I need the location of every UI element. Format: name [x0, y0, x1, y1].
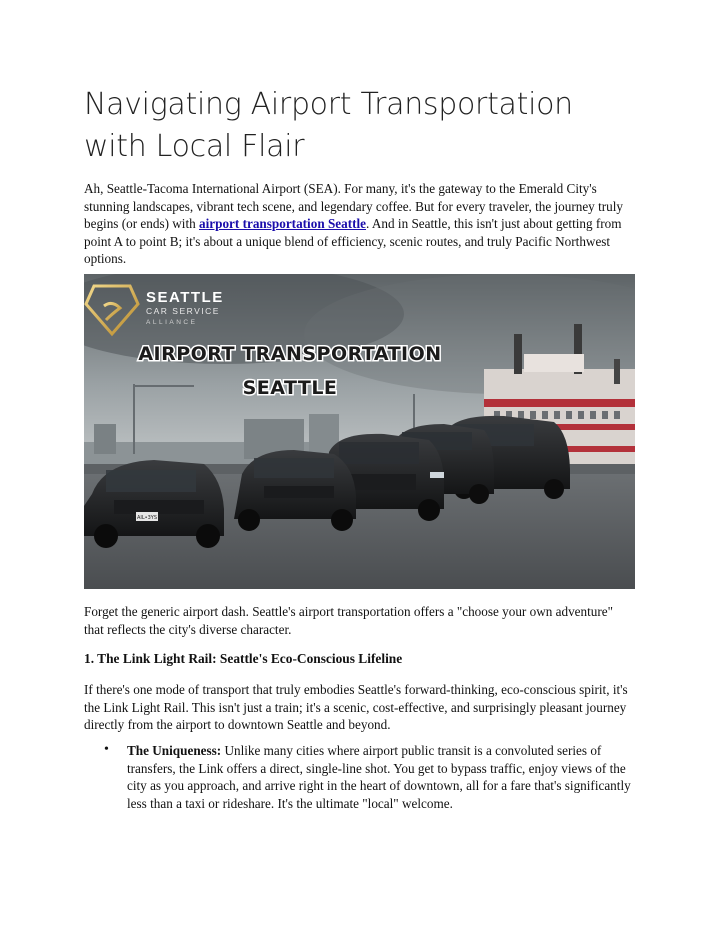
brand-tagline: ALLIANCE [146, 319, 198, 326]
sedan-center [234, 450, 356, 531]
hero-illustration [84, 274, 635, 589]
intro-text-before: Ah, Seattle-Tacoma International Airport (SEA). For many, it's the gateway to the Emerald City's stunning landscapes, vibrant tech scene, and legendary coffee. But for every traveler, the journey truly begins (or ends) with [84, 181, 623, 232]
plate-label: AIL•3YS [136, 515, 158, 521]
airport-transportation-link[interactable]: airport transportation Seattle [199, 216, 367, 232]
brand-name: SEATTLE [146, 289, 224, 306]
banner-line-1: AIRPORT TRANSPORTATION [138, 343, 442, 365]
intro-text-after: . And in Seattle, this isn't just about getting from point A to point B; it's about a unique blend of efficiency, scenic routes, and truly Pacific Northwest options. [84, 216, 622, 267]
section-body: If there's one mode of transport that truly embodies Seattle's forward-thinking, eco-conscious spirit, it's the Link Light Rail. This isn't just a train; it's a scenic, cost-effective, and surprisingly pleasant journey directly from the airport to downtown Seattle and beyond. [84, 682, 628, 733]
hero-image [84, 274, 635, 589]
after-image-paragraph: Forget the generic airport dash. Seattle's airport transportation offers a "choose your own adventure" that reflects the city's diverse character. [84, 604, 614, 637]
section-heading: 1. The Link Light Rail: Seattle's Eco-Conscious Lifeline [84, 651, 403, 666]
bullet-body: Unlike many cities where airport public transit is a convoluted series of transfers, the Link offers a direct, single-line shot. You get to bypass traffic, enjoy views of the city as you approach, and arrive right in the heart of downtown, all for a fare that's significantly less than a taxi or rideshare. It's the ultimate "local" welcome. [127, 743, 631, 811]
list-item [127, 742, 637, 812]
article-title: Navigating Airport Transportation with Local Flair [84, 87, 573, 164]
bullet-label: The Uniqueness: [127, 743, 222, 758]
intro-paragraph [84, 180, 636, 268]
bullet-icon: • [104, 742, 109, 757]
banner-line-2: SEATTLE [242, 377, 338, 399]
brand-subtitle: CAR SERVICE [146, 306, 220, 316]
